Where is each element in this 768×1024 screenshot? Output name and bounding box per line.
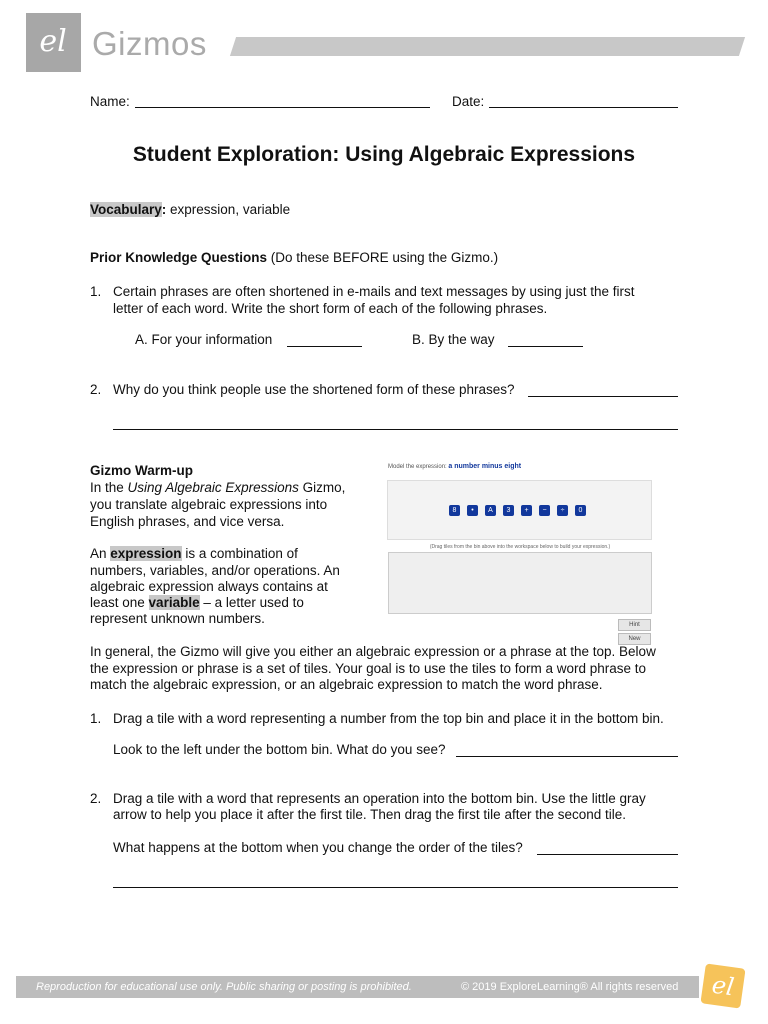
warmup-p2-line5: represent unknown numbers. — [90, 611, 265, 626]
name-field[interactable] — [135, 95, 430, 108]
gizmo-name-italic: Using Algebraic Expressions — [127, 480, 299, 495]
tile[interactable]: • — [467, 505, 478, 516]
vocabulary-terms: expression, variable — [166, 202, 291, 217]
tile[interactable]: 8 — [449, 505, 460, 516]
warmup-p2-prefix: An — [90, 546, 111, 561]
tile[interactable]: ÷ — [557, 505, 568, 516]
s1-number: 1. — [90, 711, 102, 726]
q1b-answer-field[interactable] — [508, 334, 583, 347]
footer-logo-icon: el — [700, 963, 745, 1008]
q2-answer-line2[interactable] — [113, 417, 678, 430]
gizmo-prompt — [388, 463, 521, 470]
prior-knowledge-heading — [90, 249, 498, 266]
new-button[interactable]: New — [618, 633, 651, 645]
tile[interactable]: 3 — [503, 505, 514, 516]
s2-answer-line2[interactable] — [113, 875, 678, 888]
tile[interactable]: − — [539, 505, 550, 516]
term-expression: expression — [110, 546, 182, 561]
brand-title: Gizmos — [92, 25, 207, 62]
warmup-p2-suffix: is a combination of — [181, 546, 298, 561]
q1-line1: Certain phrases are often shortened in e-mails and text messages by using just the first — [113, 284, 635, 299]
gizmo-prompt-label: Model the expression: — [388, 464, 447, 470]
warmup-p2-l4-prefix: least one — [90, 595, 149, 610]
warmup-p1-line1 — [90, 479, 345, 496]
q2-number: 2. — [90, 382, 102, 397]
workspace-bin[interactable] — [388, 552, 652, 614]
s2-number: 2. — [90, 791, 102, 806]
general-line1: In general, the Gizmo will give you either an algebraic expression or a phrase at the top. Below — [90, 644, 656, 659]
s2-line1: Drag a tile with a word that represents an operation into the bottom bin. Use the little gray — [113, 791, 646, 806]
q1a-label: A. For your information — [135, 332, 273, 347]
explorelearning-logo-icon: el — [39, 24, 67, 59]
gizmo-prompt-value: a number minus eight — [448, 463, 522, 470]
q2-text: Why do you think people use the shortened form of these phrases? — [113, 382, 515, 397]
warmup-heading: Gizmo Warm-up — [90, 463, 193, 478]
q1-line2: letter of each word. Write the short form of each of the following phrases. — [113, 301, 548, 316]
footer-notice: Reproduction for educational use only. Public sharing or posting is prohibited. — [36, 981, 412, 993]
q1a-answer-field[interactable] — [287, 334, 362, 347]
prior-heading-text: Prior Knowledge Questions — [90, 250, 268, 265]
s2-line2: arrow to help you place it after the first tile. Then drag the first tile after the second tile. — [113, 807, 627, 822]
q2-answer-field[interactable] — [528, 384, 678, 397]
vocabulary-label: Vocabulary — [90, 202, 162, 217]
term-variable: variable — [148, 595, 200, 610]
warmup-p2-line4 — [90, 594, 304, 611]
page-title: Student Exploration: Using Algebraic Expressions — [132, 143, 636, 166]
hint-button[interactable]: Hint — [618, 619, 651, 631]
s1-answer-field[interactable] — [456, 744, 678, 757]
s2-answer-field[interactable] — [537, 842, 678, 855]
s1-followup: Look to the left under the bottom bin. What do you see? — [113, 742, 446, 757]
bin-hint: (Drag tiles from the bin above into the workspace below to build your expression.) — [429, 544, 611, 550]
vocabulary-colon: : — [161, 202, 167, 217]
tile-row — [449, 505, 586, 516]
s1-text: Drag a tile with a word representing a number from the top bin and place it in the bottom bin. — [113, 711, 664, 726]
warmup-p1-line3: English phrases, and vice versa. — [90, 514, 285, 529]
warmup-p2-l4-suffix: – a letter used to — [199, 595, 304, 610]
tile[interactable]: 0 — [575, 505, 586, 516]
name-label: Name: — [90, 94, 130, 109]
warmup-p2-line3: algebraic expression always contains at — [90, 579, 328, 594]
warmup-p1-suffix: Gizmo, — [298, 480, 346, 495]
warmup-p1-prefix: In the — [90, 480, 128, 495]
header-bar — [230, 37, 745, 56]
tile[interactable]: A — [485, 505, 496, 516]
date-label: Date: — [452, 94, 485, 109]
s2-followup: What happens at the bottom when you change the order of the tiles? — [113, 840, 523, 855]
footer-copyright: © 2019 ExploreLearning® All rights reserved — [461, 981, 679, 993]
q1b-label: B. By the way — [412, 332, 495, 347]
warmup-p2-line1 — [90, 545, 298, 562]
prior-heading-note: (Do these BEFORE using the Gizmo.) — [267, 250, 499, 265]
warmup-p1-line2: you translate algebraic expressions into — [90, 497, 328, 512]
vocabulary — [90, 201, 290, 218]
warmup-p2-line2: numbers, variables, and/or operations. An — [90, 563, 340, 578]
general-line3: match the algebraic expression, or an algebraic expression to match the word phrase. — [90, 677, 603, 692]
date-field[interactable] — [489, 95, 678, 108]
q1-number: 1. — [90, 284, 102, 299]
general-line2: the expression or phrase is a set of tiles. Your goal is to use the tiles to form a word phrase to — [90, 661, 647, 676]
footer-bar — [16, 976, 699, 998]
tile[interactable]: + — [521, 505, 532, 516]
